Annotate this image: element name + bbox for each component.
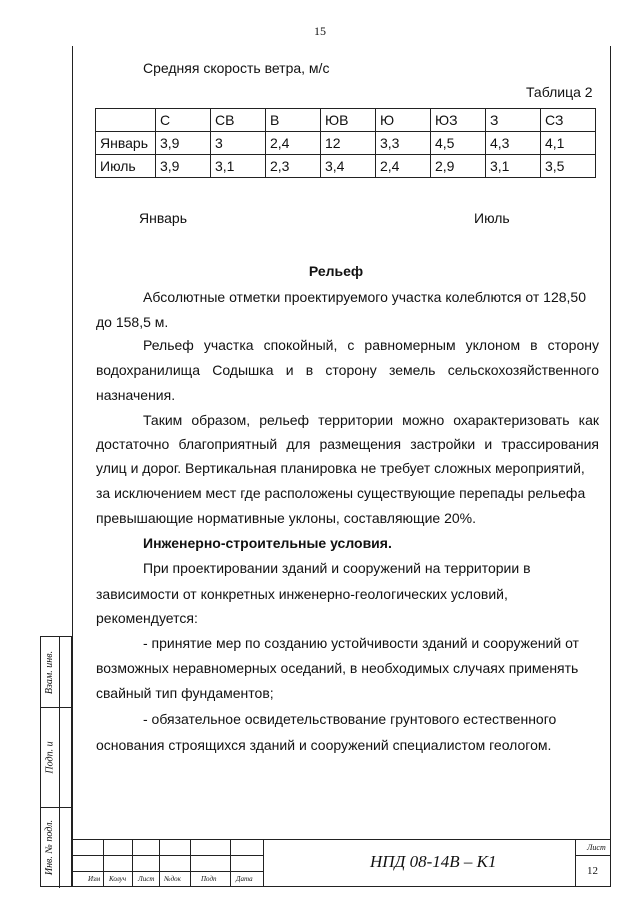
page-number: 15	[314, 24, 326, 38]
table-cell: 3,9	[156, 132, 211, 155]
engineering-text-line: рекомендуется:	[96, 610, 198, 626]
title-block-line	[575, 839, 576, 887]
title-block-line	[132, 839, 133, 887]
side-stamp-field	[41, 807, 59, 887]
relief-text-line: до 158,5 м.	[96, 314, 169, 330]
relief-text-line: превышающие нормативные уклоны, составляющие 20%.	[96, 510, 476, 526]
title-block-line	[72, 871, 263, 872]
table-cell: 12	[321, 132, 376, 155]
rose-label-july: Июль	[474, 210, 510, 226]
title-block-line	[72, 839, 611, 840]
table-cell: С	[156, 109, 211, 132]
title-block-label: Лист	[138, 875, 155, 883]
relief-text-line: улиц и дорог. Вертикальная планировка не требует сложных мероприятий,	[96, 460, 585, 476]
table-cell: 3	[211, 132, 266, 155]
relief-text-line: достаточно благоприятный для размещения застройки и трассирования	[96, 436, 599, 452]
side-stamp-label: Инв. № подл.	[44, 819, 56, 875]
title-block-line	[263, 839, 264, 887]
relief-text-line: Таким образом, рельеф территории можно охарактеризовать как	[143, 412, 599, 428]
table-cell: 2,4	[266, 132, 321, 155]
table-cell: ЮЗ	[431, 109, 486, 132]
title-block-line	[190, 839, 191, 887]
table-cell: 3,1	[211, 155, 266, 178]
title-block-label: Подп	[201, 875, 217, 883]
table-cell: 3,1	[486, 155, 541, 178]
side-stamp-field	[41, 707, 59, 807]
frame-left-line	[72, 46, 73, 887]
wind-heading: Средняя скорость ветра, м/с	[143, 60, 330, 76]
relief-text-line: за исключением мест где расположены существующие перепады рельефа	[96, 485, 586, 501]
frame-right-line	[610, 46, 611, 887]
table-cell: В	[266, 109, 321, 132]
table-cell: 4,5	[431, 132, 486, 155]
engineering-bullet-line: возможных неравномерных оседаний, в необходимых случаях применять	[96, 660, 579, 676]
table-cell: З	[486, 109, 541, 132]
title-block-label: Дата	[236, 875, 253, 883]
engineering-title: Инженерно-строительные условия.	[143, 535, 392, 551]
title-block-line	[159, 839, 160, 887]
relief-text-line: водохранилища Содышка и в сторону земель сельскохозяйственного	[96, 362, 599, 378]
title-block-line	[575, 855, 611, 856]
engineering-bullet-line: основания строящихся зданий и сооружений специалистом геологом.	[96, 737, 552, 753]
rose-label-january: Январь	[139, 210, 187, 226]
table-cell: СВ	[211, 109, 266, 132]
table-cell: Июль	[96, 155, 156, 178]
table-cell: Ю	[376, 109, 431, 132]
table-cell: ЮВ	[321, 109, 376, 132]
engineering-bullet-line: - принятие мер по созданию устойчивости зданий и сооружений от	[143, 635, 579, 651]
table-cell: 3,4	[321, 155, 376, 178]
table-caption: Таблица 2	[526, 84, 593, 100]
title-block-label: Колуч	[109, 875, 127, 883]
table-cell: 2,9	[431, 155, 486, 178]
table-cell: 3,9	[156, 155, 211, 178]
title-block-line	[230, 839, 231, 887]
table-cell: 4,1	[541, 132, 596, 155]
side-stamp-label: Взам. инв.	[44, 650, 56, 694]
table-cell: Январь	[96, 132, 156, 155]
document-code: НПД 08-14В – К1	[370, 852, 497, 871]
side-stamp-field	[41, 637, 59, 707]
title-block-line	[72, 855, 263, 856]
wind-speed-table	[95, 108, 596, 178]
side-stamp	[40, 636, 72, 887]
table-row	[96, 132, 596, 155]
table-row	[96, 155, 596, 178]
engineering-text-line: зависимости от конкретных инженерно-геологических условий,	[96, 586, 508, 602]
relief-text-line: Абсолютные отметки проектируемого участка колеблются от 128,50	[143, 289, 586, 305]
title-block-label: Изм	[88, 875, 101, 883]
title-block-line	[103, 839, 104, 887]
side-stamp-label: Подп. и	[44, 740, 56, 774]
title-block-label: №док	[164, 875, 181, 883]
engineering-text-line: При проектировании зданий и сооружений на территории в	[143, 560, 531, 576]
table-cell: СЗ	[541, 109, 596, 132]
engineering-bullet-line: свайный тип фундаментов;	[96, 685, 274, 701]
title-block	[72, 839, 611, 887]
sheet-number: 12	[587, 865, 598, 877]
relief-text-line: Рельеф участка спокойный, с равномерным уклоном в сторону	[143, 337, 599, 353]
table-header-row	[96, 109, 596, 132]
table-cell: 3,5	[541, 155, 596, 178]
table-cell	[96, 109, 156, 132]
relief-text-line: назначения.	[96, 387, 176, 403]
table-cell: 4,3	[486, 132, 541, 155]
side-stamp-divider	[59, 637, 60, 888]
engineering-bullet-line: - обязательное освидетельствование грунтового естественного	[143, 711, 557, 727]
table-cell: 2,3	[266, 155, 321, 178]
table-cell: 2,4	[376, 155, 431, 178]
table-cell: 3,3	[376, 132, 431, 155]
sheet-label: Лист	[587, 843, 606, 852]
relief-title: Рельеф	[308, 263, 364, 279]
